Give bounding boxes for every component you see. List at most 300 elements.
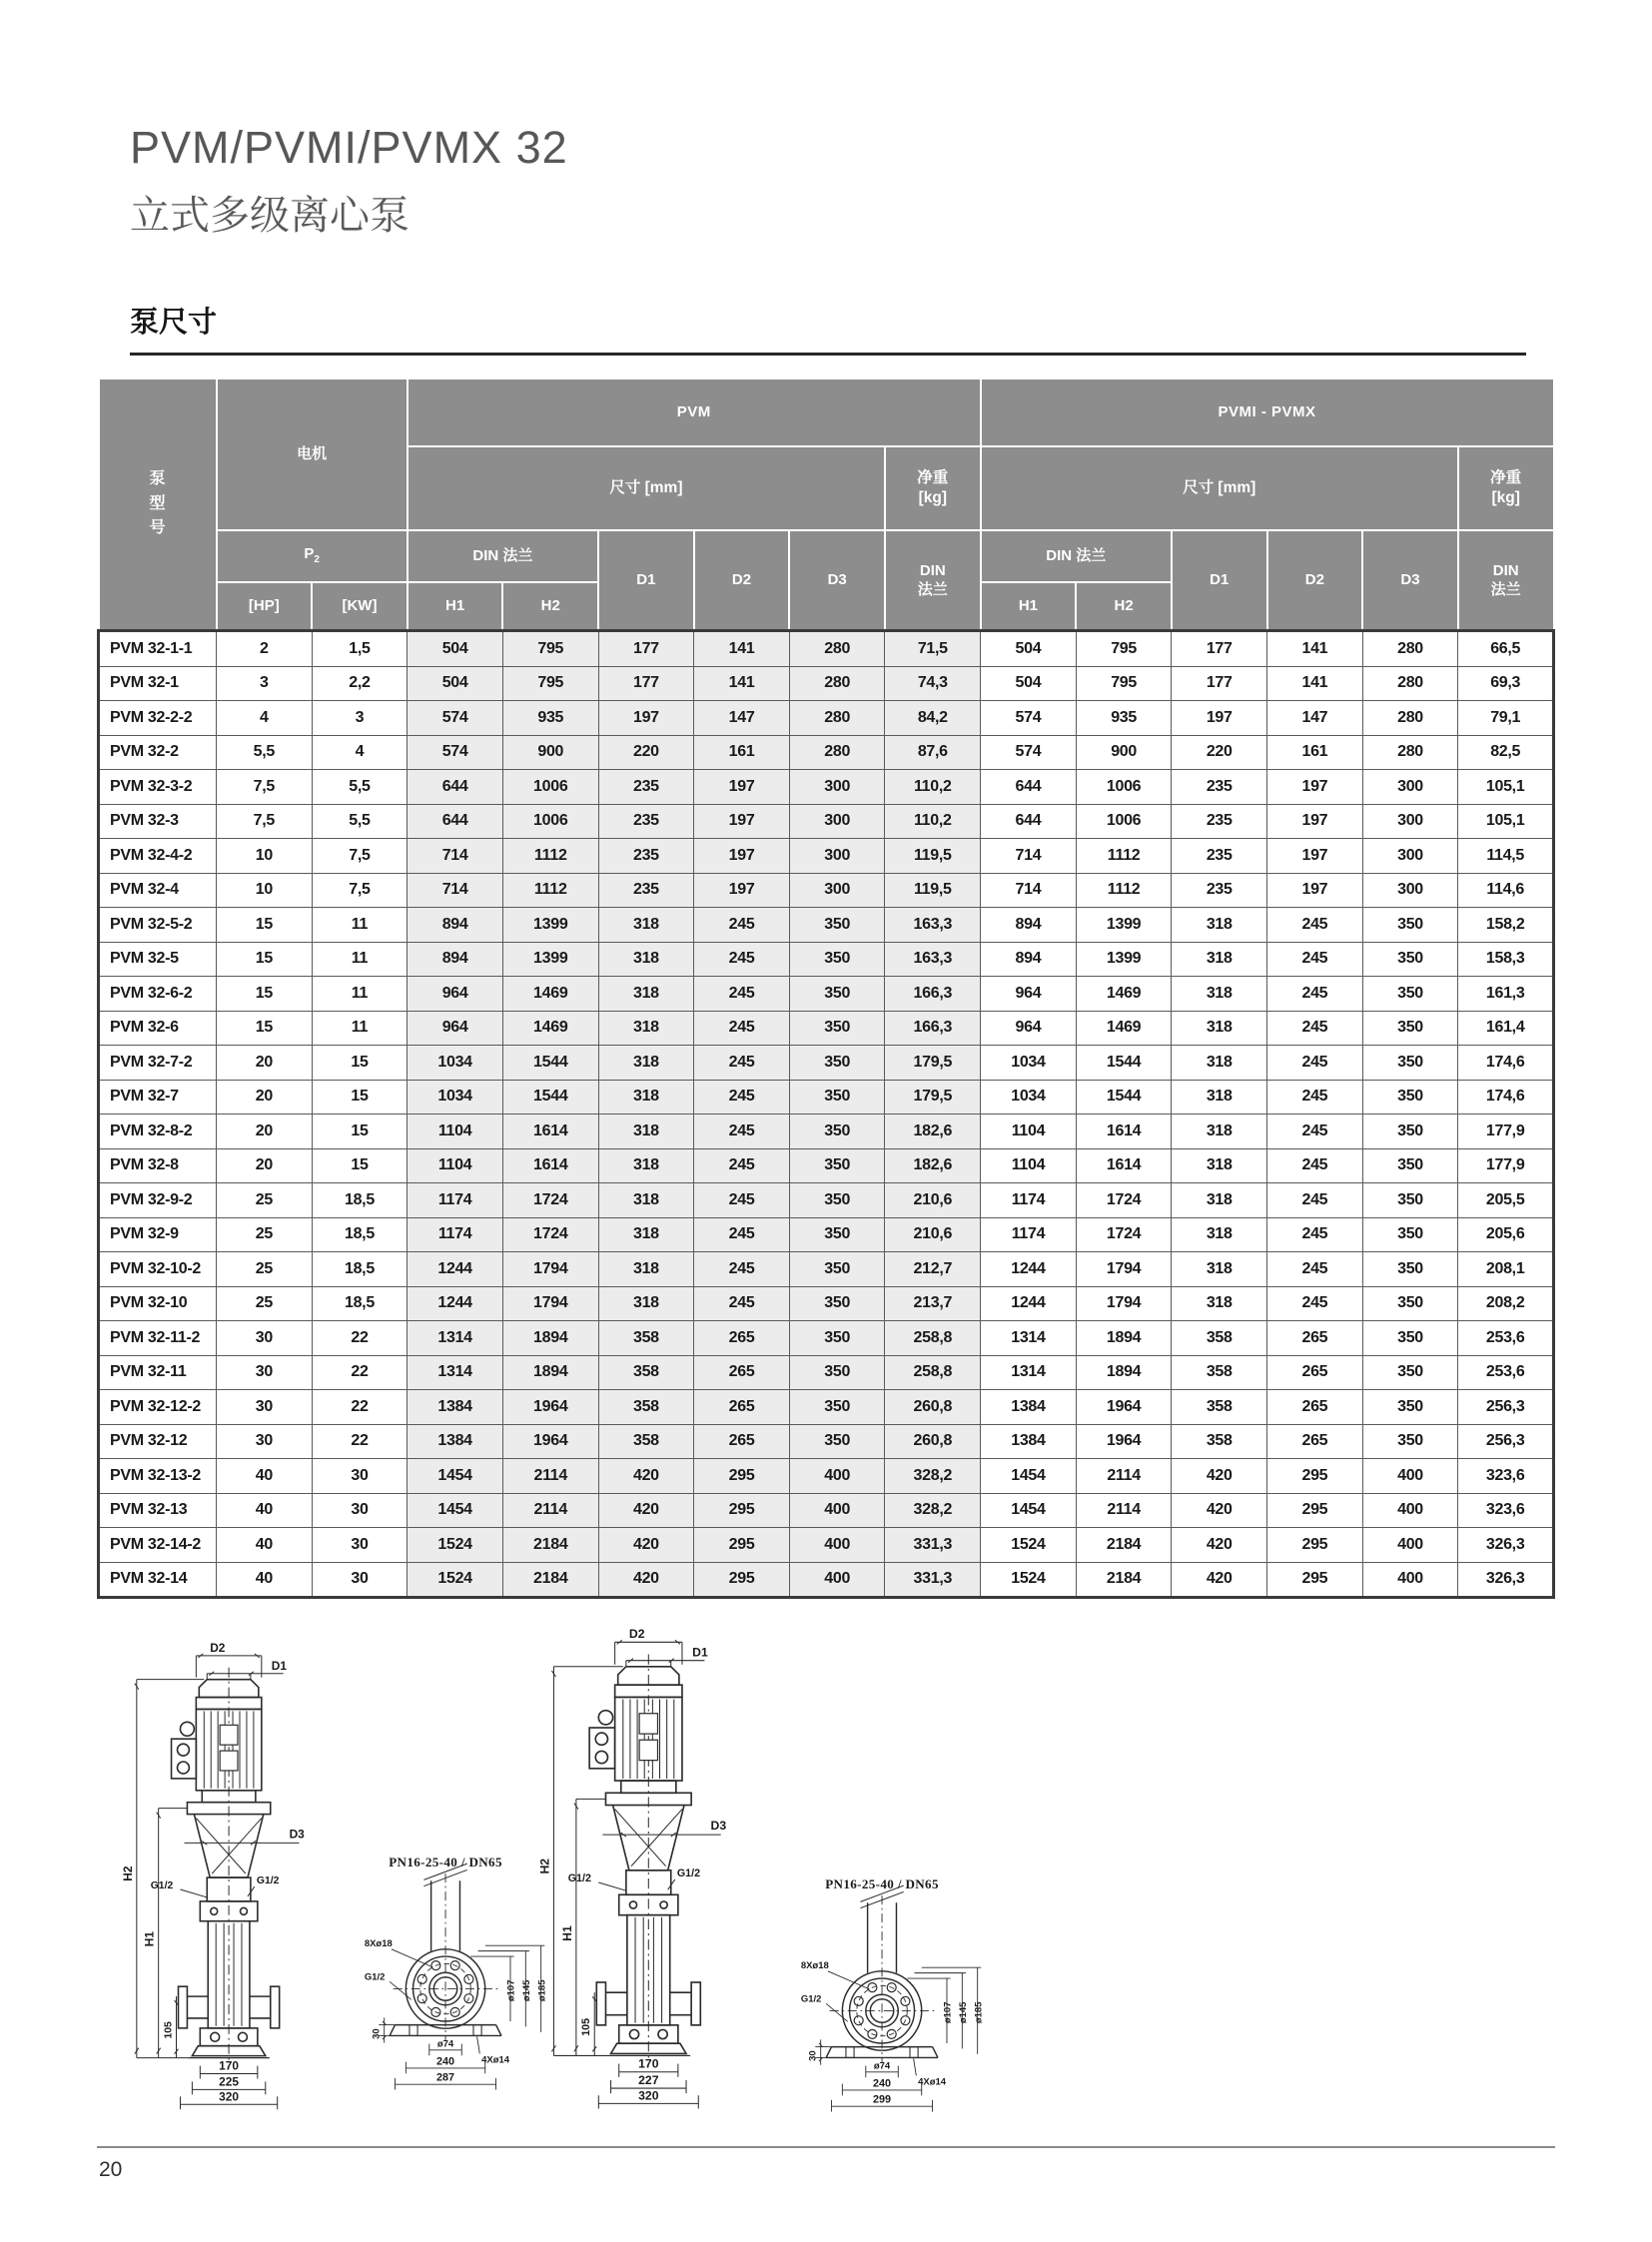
cell-pvmi-1: 1614 bbox=[1076, 1115, 1172, 1149]
cell-pvmi-4: 300 bbox=[1362, 873, 1458, 908]
cell-pvm-0: 714 bbox=[408, 873, 503, 908]
cell-hp: 30 bbox=[217, 1355, 313, 1390]
header-d1-pvm: D1 bbox=[598, 530, 694, 631]
cell-hp: 3 bbox=[217, 666, 313, 701]
cell-pvm-4: 350 bbox=[789, 942, 885, 977]
header-d1-pvmi: D1 bbox=[1172, 530, 1267, 631]
cell-pvm-3: 295 bbox=[694, 1562, 790, 1598]
cell-kw: 18,5 bbox=[312, 1183, 408, 1218]
cell-pvm-0: 1104 bbox=[408, 1115, 503, 1149]
section-title: 泵尺寸 bbox=[130, 307, 218, 339]
cell-pvmi-2: 358 bbox=[1172, 1390, 1267, 1425]
table-row bbox=[99, 908, 1554, 943]
cell-pvmi-3: 265 bbox=[1267, 1390, 1363, 1425]
cell-pvm-2: 220 bbox=[598, 735, 694, 770]
cell-pvmi-1: 1894 bbox=[1076, 1355, 1172, 1390]
dim-label-dia185: ø185 bbox=[973, 2001, 985, 2024]
cell-pvmi-2: 420 bbox=[1172, 1562, 1267, 1598]
cell-pvm-2: 420 bbox=[598, 1528, 694, 1563]
cell-pvm-3: 197 bbox=[694, 873, 790, 908]
dim-label-base-bolts: 4Xø14 bbox=[481, 2054, 510, 2066]
cell-pvm-1: 1964 bbox=[502, 1424, 598, 1459]
cell-pvm-3: 245 bbox=[694, 1217, 790, 1252]
cell-pvmi-0: 1314 bbox=[981, 1321, 1077, 1356]
cell-pvmi-1: 2184 bbox=[1076, 1528, 1172, 1563]
cell-pvmi-4: 280 bbox=[1362, 735, 1458, 770]
cell-pvm-2: 318 bbox=[598, 1183, 694, 1218]
table-row bbox=[99, 1321, 1554, 1356]
cell-pvm-5: 258,8 bbox=[885, 1321, 981, 1356]
cell-kw: 30 bbox=[312, 1528, 408, 1563]
dim-label-dia74: ø74 bbox=[436, 2038, 454, 2050]
cell-pvmi-5: 205,6 bbox=[1458, 1217, 1554, 1252]
cell-pvmi-0: 644 bbox=[981, 770, 1077, 805]
cell-pvmi-3: 245 bbox=[1267, 942, 1363, 977]
cell-kw: 30 bbox=[312, 1493, 408, 1528]
dim-label-g-right: G1/2 bbox=[256, 1875, 280, 1887]
dim-label-d1: D1 bbox=[271, 1658, 287, 1673]
cell-hp: 25 bbox=[217, 1286, 313, 1321]
cell-pvm-5: 163,3 bbox=[885, 942, 981, 977]
dim-label-240: 240 bbox=[873, 2077, 892, 2090]
cell-pvmi-2: 235 bbox=[1172, 839, 1267, 874]
pump-dimensions-table bbox=[97, 377, 1555, 1599]
cell-pvm-5: 119,5 bbox=[885, 839, 981, 874]
cell-kw: 15 bbox=[312, 1115, 408, 1149]
cell-pvmi-0: 964 bbox=[981, 977, 1077, 1012]
cell-pvmi-5: 326,3 bbox=[1458, 1528, 1554, 1563]
dim-label-h2: H2 bbox=[537, 1858, 552, 1874]
cell-pvm-2: 235 bbox=[598, 873, 694, 908]
cell-pvm-3: 245 bbox=[694, 977, 790, 1012]
cell-pvm-4: 350 bbox=[789, 1011, 885, 1046]
cell-pvmi-4: 350 bbox=[1362, 1217, 1458, 1252]
cell-kw: 11 bbox=[312, 977, 408, 1012]
cell-pvm-1: 1544 bbox=[502, 1046, 598, 1081]
cell-pvm-1: 1469 bbox=[502, 1011, 598, 1046]
cell-kw: 5,5 bbox=[312, 770, 408, 805]
cell-pvm-4: 350 bbox=[789, 1148, 885, 1183]
cell-kw: 7,5 bbox=[312, 839, 408, 874]
cell-pvmi-5: 114,6 bbox=[1458, 873, 1554, 908]
cell-pvm-4: 280 bbox=[789, 666, 885, 701]
cell-pvm-3: 295 bbox=[694, 1528, 790, 1563]
cell-pvm-4: 300 bbox=[789, 873, 885, 908]
cell-pvm-1: 900 bbox=[502, 735, 598, 770]
cell-hp: 30 bbox=[217, 1390, 313, 1425]
cell-kw: 3 bbox=[312, 701, 408, 736]
cell-model: PVM 32-4 bbox=[99, 873, 217, 908]
cell-model: PVM 32-13-2 bbox=[99, 1459, 217, 1494]
cell-pvmi-2: 358 bbox=[1172, 1424, 1267, 1459]
cell-pvmi-5: 174,6 bbox=[1458, 1080, 1554, 1115]
cell-pvm-0: 1314 bbox=[408, 1355, 503, 1390]
cell-kw: 2,2 bbox=[312, 666, 408, 701]
cell-pvm-5: 328,2 bbox=[885, 1493, 981, 1528]
cell-pvmi-0: 1034 bbox=[981, 1080, 1077, 1115]
cell-pvmi-4: 400 bbox=[1362, 1493, 1458, 1528]
cell-pvm-2: 358 bbox=[598, 1390, 694, 1425]
cell-pvmi-5: 208,1 bbox=[1458, 1252, 1554, 1287]
cell-pvm-3: 141 bbox=[694, 666, 790, 701]
cell-pvmi-0: 1454 bbox=[981, 1459, 1077, 1494]
cell-pvm-4: 350 bbox=[789, 1252, 885, 1287]
header-din-flange-pvmi: DIN 法兰 bbox=[981, 530, 1172, 582]
dim-label-227: 227 bbox=[638, 2072, 659, 2087]
cell-model: PVM 32-8 bbox=[99, 1148, 217, 1183]
cell-pvm-3: 245 bbox=[694, 942, 790, 977]
cell-model: PVM 32-5 bbox=[99, 942, 217, 977]
cell-pvm-4: 300 bbox=[789, 839, 885, 874]
cell-pvmi-5: 256,3 bbox=[1458, 1424, 1554, 1459]
flange-title: PN16-25-40 / DN65 bbox=[825, 1877, 939, 1891]
cell-pvm-2: 318 bbox=[598, 1148, 694, 1183]
dim-label-bolt-circle: 8Xø18 bbox=[800, 1960, 829, 1972]
cell-pvmi-3: 197 bbox=[1267, 804, 1363, 839]
cell-pvm-2: 318 bbox=[598, 977, 694, 1012]
cell-pvmi-0: 1104 bbox=[981, 1148, 1077, 1183]
cell-pvm-3: 245 bbox=[694, 1286, 790, 1321]
cell-pvm-1: 1614 bbox=[502, 1115, 598, 1149]
cell-pvm-5: 163,3 bbox=[885, 908, 981, 943]
cell-hp: 30 bbox=[217, 1424, 313, 1459]
cell-pvmi-2: 318 bbox=[1172, 1148, 1267, 1183]
cell-pvmi-1: 1469 bbox=[1076, 977, 1172, 1012]
table-row bbox=[99, 735, 1554, 770]
cell-pvmi-1: 1794 bbox=[1076, 1252, 1172, 1287]
dim-label-h1: H1 bbox=[142, 1930, 157, 1947]
cell-pvmi-3: 245 bbox=[1267, 908, 1363, 943]
cell-pvm-4: 350 bbox=[789, 1286, 885, 1321]
cell-pvmi-4: 350 bbox=[1362, 1355, 1458, 1390]
cell-pvm-0: 1454 bbox=[408, 1493, 503, 1528]
cell-pvmi-5: 158,3 bbox=[1458, 942, 1554, 977]
cell-kw: 7,5 bbox=[312, 873, 408, 908]
cell-pvm-4: 350 bbox=[789, 1046, 885, 1081]
cell-pvmi-1: 1544 bbox=[1076, 1080, 1172, 1115]
cell-pvm-1: 1614 bbox=[502, 1148, 598, 1183]
cell-pvm-2: 420 bbox=[598, 1459, 694, 1494]
cell-pvmi-1: 1006 bbox=[1076, 804, 1172, 839]
cell-pvmi-2: 318 bbox=[1172, 1286, 1267, 1321]
cell-pvm-2: 358 bbox=[598, 1355, 694, 1390]
cell-pvmi-5: 69,3 bbox=[1458, 666, 1554, 701]
cell-kw: 18,5 bbox=[312, 1286, 408, 1321]
cell-pvmi-3: 265 bbox=[1267, 1424, 1363, 1459]
table-row bbox=[99, 1562, 1554, 1598]
cell-pvmi-3: 295 bbox=[1267, 1459, 1363, 1494]
cell-pvm-3: 141 bbox=[694, 631, 790, 667]
dim-label-105: 105 bbox=[580, 2017, 593, 2036]
cell-pvmi-0: 1244 bbox=[981, 1286, 1077, 1321]
table-header bbox=[99, 378, 1554, 631]
cell-pvmi-3: 197 bbox=[1267, 770, 1363, 805]
cell-hp: 2 bbox=[217, 631, 313, 667]
cell-pvmi-0: 1174 bbox=[981, 1217, 1077, 1252]
cell-pvmi-4: 350 bbox=[1362, 1252, 1458, 1287]
cell-pvmi-5: 105,1 bbox=[1458, 770, 1554, 805]
cell-pvm-0: 1384 bbox=[408, 1390, 503, 1425]
cell-pvmi-0: 1384 bbox=[981, 1424, 1077, 1459]
cell-kw: 5,5 bbox=[312, 804, 408, 839]
cell-pvmi-3: 245 bbox=[1267, 1080, 1363, 1115]
cell-model: PVM 32-4-2 bbox=[99, 839, 217, 874]
cell-pvm-3: 245 bbox=[694, 1115, 790, 1149]
cell-pvm-2: 318 bbox=[598, 1046, 694, 1081]
cell-pvm-0: 714 bbox=[408, 839, 503, 874]
cell-model: PVM 32-6-2 bbox=[99, 977, 217, 1012]
cell-pvm-5: 74,3 bbox=[885, 666, 981, 701]
cell-pvmi-2: 235 bbox=[1172, 804, 1267, 839]
table-row bbox=[99, 701, 1554, 736]
cell-hp: 15 bbox=[217, 942, 313, 977]
cell-pvm-0: 1384 bbox=[408, 1424, 503, 1459]
cell-pvmi-2: 235 bbox=[1172, 770, 1267, 805]
header-group-pvmi-pvmx: PVMI - PVMX bbox=[981, 378, 1554, 446]
dim-label-g-left: G1/2 bbox=[150, 1879, 174, 1891]
cell-pvmi-3: 147 bbox=[1267, 701, 1363, 736]
cell-pvm-5: 331,3 bbox=[885, 1528, 981, 1563]
cell-pvmi-5: 253,6 bbox=[1458, 1321, 1554, 1356]
cell-pvm-0: 1104 bbox=[408, 1148, 503, 1183]
cell-pvmi-4: 350 bbox=[1362, 1148, 1458, 1183]
cell-hp: 15 bbox=[217, 977, 313, 1012]
cell-pvmi-4: 280 bbox=[1362, 701, 1458, 736]
cell-pvmi-0: 574 bbox=[981, 735, 1077, 770]
flange-title: PN16-25-40 / DN65 bbox=[389, 1856, 502, 1869]
dim-label-dia145: ø145 bbox=[520, 1979, 532, 2002]
cell-model: PVM 32-2-2 bbox=[99, 701, 217, 736]
cell-pvmi-0: 1104 bbox=[981, 1115, 1077, 1149]
header-din-weight-pvmi: DIN 法兰 bbox=[1458, 530, 1554, 631]
cell-pvmi-5: 114,5 bbox=[1458, 839, 1554, 874]
cell-pvmi-2: 318 bbox=[1172, 942, 1267, 977]
cell-pvmi-2: 177 bbox=[1172, 666, 1267, 701]
cell-pvmi-2: 318 bbox=[1172, 1046, 1267, 1081]
cell-pvm-3: 161 bbox=[694, 735, 790, 770]
cell-pvmi-4: 350 bbox=[1362, 1080, 1458, 1115]
cell-hp: 15 bbox=[217, 1011, 313, 1046]
table-body bbox=[99, 631, 1554, 1598]
cell-pvm-0: 964 bbox=[408, 1011, 503, 1046]
dim-label-g: G1/2 bbox=[800, 1993, 822, 2005]
pump-outline-diagram-2 bbox=[531, 1626, 786, 2113]
cell-pvm-1: 1112 bbox=[502, 839, 598, 874]
pump-outline-diagram-1 bbox=[115, 1640, 363, 2113]
cell-pvm-1: 1894 bbox=[502, 1355, 598, 1390]
cell-pvm-1: 1794 bbox=[502, 1286, 598, 1321]
dim-label-dia107: ø107 bbox=[505, 1979, 517, 2002]
table-row bbox=[99, 1183, 1554, 1218]
cell-kw: 1,5 bbox=[312, 631, 408, 667]
cell-pvm-4: 350 bbox=[789, 1390, 885, 1425]
dim-label-d1: D1 bbox=[692, 1645, 708, 1660]
dim-label-d2: D2 bbox=[210, 1640, 226, 1655]
cell-pvmi-4: 350 bbox=[1362, 1390, 1458, 1425]
page-subtitle: 立式多级离心泵 bbox=[130, 194, 410, 238]
cell-hp: 5,5 bbox=[217, 735, 313, 770]
cell-pvm-2: 318 bbox=[598, 1115, 694, 1149]
cell-pvmi-0: 504 bbox=[981, 631, 1077, 667]
cell-hp: 20 bbox=[217, 1148, 313, 1183]
cell-pvm-4: 400 bbox=[789, 1528, 885, 1563]
cell-pvmi-0: 1174 bbox=[981, 1183, 1077, 1218]
cell-pvmi-0: 1244 bbox=[981, 1252, 1077, 1287]
cell-pvm-5: 212,7 bbox=[885, 1252, 981, 1287]
dim-label-dia74: ø74 bbox=[873, 2060, 891, 2072]
cell-model: PVM 32-1 bbox=[99, 666, 217, 701]
cell-hp: 25 bbox=[217, 1183, 313, 1218]
cell-pvm-1: 2114 bbox=[502, 1493, 598, 1528]
cell-pvmi-5: 161,3 bbox=[1458, 977, 1554, 1012]
header-h2-pvm: H2 bbox=[502, 582, 598, 631]
cell-pvm-1: 795 bbox=[502, 666, 598, 701]
cell-kw: 18,5 bbox=[312, 1252, 408, 1287]
cell-pvmi-0: 1454 bbox=[981, 1493, 1077, 1528]
cell-pvm-2: 420 bbox=[598, 1493, 694, 1528]
cell-model: PVM 32-2 bbox=[99, 735, 217, 770]
cell-pvm-3: 245 bbox=[694, 1252, 790, 1287]
table-row bbox=[99, 1011, 1554, 1046]
dim-label-base-bolts: 4Xø14 bbox=[918, 2076, 947, 2088]
cell-pvm-0: 1174 bbox=[408, 1183, 503, 1218]
cell-pvm-3: 245 bbox=[694, 1011, 790, 1046]
cell-model: PVM 32-7 bbox=[99, 1080, 217, 1115]
cell-pvm-1: 2184 bbox=[502, 1528, 598, 1563]
cell-kw: 15 bbox=[312, 1080, 408, 1115]
cell-pvmi-2: 177 bbox=[1172, 631, 1267, 667]
dim-label-240: 240 bbox=[436, 2055, 455, 2068]
dim-label-h2: H2 bbox=[120, 1866, 135, 1881]
cell-pvm-5: 328,2 bbox=[885, 1459, 981, 1494]
cell-pvm-3: 295 bbox=[694, 1459, 790, 1494]
cell-pvmi-5: 205,5 bbox=[1458, 1183, 1554, 1218]
cell-pvmi-4: 350 bbox=[1362, 942, 1458, 977]
cell-kw: 11 bbox=[312, 942, 408, 977]
cell-pvmi-0: 574 bbox=[981, 701, 1077, 736]
dim-label-170: 170 bbox=[638, 2056, 659, 2071]
cell-hp: 30 bbox=[217, 1321, 313, 1356]
cell-pvmi-5: 105,1 bbox=[1458, 804, 1554, 839]
cell-pvmi-1: 1399 bbox=[1076, 908, 1172, 943]
cell-model: PVM 32-1-1 bbox=[99, 631, 217, 667]
dim-label-105: 105 bbox=[163, 2021, 175, 2039]
header-pump-model: 泵 型 号 bbox=[99, 378, 217, 631]
cell-pvm-0: 1524 bbox=[408, 1562, 503, 1598]
cell-pvm-3: 265 bbox=[694, 1390, 790, 1425]
cell-pvmi-5: 256,3 bbox=[1458, 1390, 1554, 1425]
table-row bbox=[99, 1148, 1554, 1183]
cell-pvmi-2: 318 bbox=[1172, 1183, 1267, 1218]
dim-label-287: 287 bbox=[436, 2071, 455, 2084]
cell-model: PVM 32-11-2 bbox=[99, 1321, 217, 1356]
cell-pvm-0: 1244 bbox=[408, 1252, 503, 1287]
cell-pvmi-1: 1112 bbox=[1076, 873, 1172, 908]
cell-pvm-5: 119,5 bbox=[885, 873, 981, 908]
dim-label-g-left: G1/2 bbox=[567, 1872, 591, 1885]
cell-pvm-5: 110,2 bbox=[885, 804, 981, 839]
cell-pvm-4: 400 bbox=[789, 1562, 885, 1598]
cell-pvm-4: 280 bbox=[789, 735, 885, 770]
cell-hp: 25 bbox=[217, 1252, 313, 1287]
cell-pvm-1: 1399 bbox=[502, 908, 598, 943]
dim-label-h1: H1 bbox=[559, 1925, 574, 1941]
cell-pvm-1: 2184 bbox=[502, 1562, 598, 1598]
cell-pvm-3: 245 bbox=[694, 1148, 790, 1183]
cell-pvm-4: 300 bbox=[789, 770, 885, 805]
cell-pvmi-2: 318 bbox=[1172, 1115, 1267, 1149]
cell-kw: 4 bbox=[312, 735, 408, 770]
cell-pvm-3: 147 bbox=[694, 701, 790, 736]
cell-pvm-5: 260,8 bbox=[885, 1390, 981, 1425]
cell-pvm-4: 350 bbox=[789, 1080, 885, 1115]
cell-pvmi-0: 714 bbox=[981, 873, 1077, 908]
cell-pvmi-2: 318 bbox=[1172, 1080, 1267, 1115]
cell-kw: 30 bbox=[312, 1562, 408, 1598]
cell-pvm-5: 110,2 bbox=[885, 770, 981, 805]
cell-pvm-3: 245 bbox=[694, 1080, 790, 1115]
cell-pvmi-4: 350 bbox=[1362, 1321, 1458, 1356]
table-row bbox=[99, 1252, 1554, 1287]
cell-pvmi-4: 280 bbox=[1362, 666, 1458, 701]
cell-hp: 10 bbox=[217, 839, 313, 874]
cell-pvm-5: 210,6 bbox=[885, 1183, 981, 1218]
cell-pvm-3: 197 bbox=[694, 839, 790, 874]
cell-pvmi-2: 420 bbox=[1172, 1493, 1267, 1528]
table-row bbox=[99, 977, 1554, 1012]
cell-pvm-3: 197 bbox=[694, 804, 790, 839]
cell-pvm-2: 318 bbox=[598, 1217, 694, 1252]
cell-model: PVM 32-12-2 bbox=[99, 1390, 217, 1425]
cell-pvm-3: 265 bbox=[694, 1355, 790, 1390]
cell-pvm-0: 504 bbox=[408, 631, 503, 667]
dim-label-170: 170 bbox=[219, 2058, 240, 2073]
table-row bbox=[99, 1115, 1554, 1149]
cell-pvmi-1: 1964 bbox=[1076, 1390, 1172, 1425]
cell-pvm-2: 358 bbox=[598, 1424, 694, 1459]
cell-pvmi-1: 1544 bbox=[1076, 1046, 1172, 1081]
cell-pvmi-4: 280 bbox=[1362, 631, 1458, 667]
cell-pvm-5: 260,8 bbox=[885, 1424, 981, 1459]
cell-pvm-1: 795 bbox=[502, 631, 598, 667]
header-motor: 电机 bbox=[217, 378, 408, 530]
cell-pvm-0: 504 bbox=[408, 666, 503, 701]
cell-pvmi-3: 245 bbox=[1267, 1252, 1363, 1287]
cell-pvm-2: 318 bbox=[598, 1011, 694, 1046]
cell-pvmi-4: 350 bbox=[1362, 1424, 1458, 1459]
dim-label-bolt-circle: 8Xø18 bbox=[364, 1938, 393, 1950]
cell-pvmi-4: 300 bbox=[1362, 770, 1458, 805]
cell-pvmi-5: 323,6 bbox=[1458, 1459, 1554, 1494]
cell-pvm-0: 894 bbox=[408, 908, 503, 943]
cell-pvm-2: 358 bbox=[598, 1321, 694, 1356]
cell-pvmi-3: 245 bbox=[1267, 1183, 1363, 1218]
cell-hp: 4 bbox=[217, 701, 313, 736]
cell-pvm-0: 574 bbox=[408, 701, 503, 736]
cell-pvmi-3: 245 bbox=[1267, 1286, 1363, 1321]
cell-pvm-3: 295 bbox=[694, 1493, 790, 1528]
cell-pvm-3: 197 bbox=[694, 770, 790, 805]
cell-kw: 11 bbox=[312, 1011, 408, 1046]
cell-pvm-2: 235 bbox=[598, 770, 694, 805]
cell-pvmi-3: 245 bbox=[1267, 1217, 1363, 1252]
table-row bbox=[99, 942, 1554, 977]
cell-pvmi-4: 350 bbox=[1362, 1115, 1458, 1149]
cell-pvmi-3: 295 bbox=[1267, 1562, 1363, 1598]
cell-pvmi-1: 2184 bbox=[1076, 1562, 1172, 1598]
cell-pvm-4: 350 bbox=[789, 1355, 885, 1390]
cell-pvmi-2: 318 bbox=[1172, 1252, 1267, 1287]
